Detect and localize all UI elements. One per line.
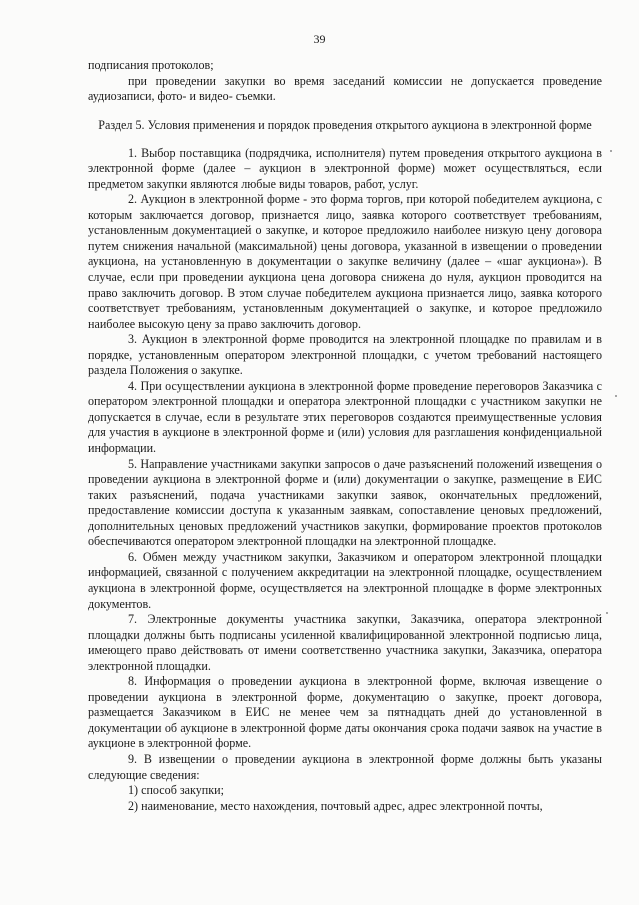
section-heading: Раздел 5. Условия применения и порядок проведения открытого аукциона в электронной форме (98, 117, 592, 132)
paragraph: 7. Электронные документы участника закупки, Заказчика, оператора электронной площадки должны быть подписаны усиленной квалифицированной электронной подписью лица, имеющего право действовать от имени соответственно участника закупки, Заказчика, оператора электронной площадки. (88, 612, 602, 673)
scan-speck (615, 395, 617, 397)
paragraph: 5. Направление участниками закупки запросов о даче разъяснений положений извещения о проведении аукциона в электронной форме и (или) документации о закупке, размещение в ЕИС таких разъяснений, подача участниками закупки заявок, окончательных предложений, предоставление комиссии доступа к указанным заявкам, сопоставление ценовых предложений, дополнительных ценовых предложений участников закупки, формирование проектов протоколов обеспечиваются оператором электронной площадки на электронной площадке. (88, 456, 602, 549)
paragraph: при проведении закупки во время заседаний комиссии не допускается проведение аудиозаписи, фото- и видео- съемки. (88, 73, 602, 104)
list-item: 2) наименование, место нахождения, почтовый адрес, адрес электронной почты, (128, 798, 543, 813)
paragraph: 1. Выбор поставщика (подрядчика, исполнителя) путем проведения открытого аукциона в электронной форме (далее – аукцион в электронной форме) может осуществляться, если предметом закупки являются любые виды товаров, работ, услуг. (88, 145, 602, 191)
paragraph: 9. В извещении о проведении аукциона в электронной форме должны быть указаны следующие сведения: (88, 751, 602, 782)
paragraph: 6. Обмен между участником закупки, Заказчиком и оператором электронной площадки информацией, связанной с получением аккредитации на электронной площадке, осуществлением аукциона в электронной форме, осуществляется на электронной площадке в форме электронных документов. (88, 549, 602, 611)
paragraph: подписания протоколов; (88, 58, 214, 72)
page-number: 39 (313, 32, 326, 46)
list-item: 1) способ закупки; (128, 783, 224, 798)
paragraph: 3. Аукцион в электронной форме проводится на электронной площадке по правилам и в порядке, установленным оператором электронной площадки, с учетом требований настоящего раздела Положения о закупке. (88, 332, 602, 378)
paragraph: 8. Информация о проведении аукциона в электронной форме, включая извещение о проведении аукциона в электронной форме, документацию о закупке, проект договора, размещается Заказчиком в ЕИС не менее чем за пятнадцать дней до установленной в документации об аукционе в электронной форме даты окончания срока подачи заявок на участие в аукционе в электронной форме. (88, 674, 602, 751)
scan-speck (606, 612, 608, 614)
paragraph: 2. Аукцион в электронной форме - это форма торгов, при которой победителем аукциона, с которым заключается договор, признается лицо, заявка которого соответствует требованиям, установленным документацией о закупке, и которое предложило наиболее низкую цену договора путем снижения начальной (максимальной) цены договора, указанной в извещении о проведении аукциона, на установленную в документации о закупке величину (далее – «шаг аукциона»). В случае, если при проведении аукциона цена договора снижена до нуля, аукцион проводится на право заключить договор. В этом случае победителем аукциона признается лицо, заявка которого соответствует требованиям, установленным документацией о закупке, и которое предложило наиболее высокую цену за право заключить договор. (88, 192, 602, 331)
document-body (88, 58, 602, 814)
paragraph: 4. При осуществлении аукциона в электронной форме проведение переговоров Заказчика с оператором электронной площадки и оператора электронной площадки с участником закупки не допускается в случае, если в результате этих переговоров создаются преимущественные условия для участия в аукционе в электронной форме и (или) условия для разглашения конфиденциальной информации. (88, 378, 602, 456)
scan-speck (610, 150, 612, 152)
